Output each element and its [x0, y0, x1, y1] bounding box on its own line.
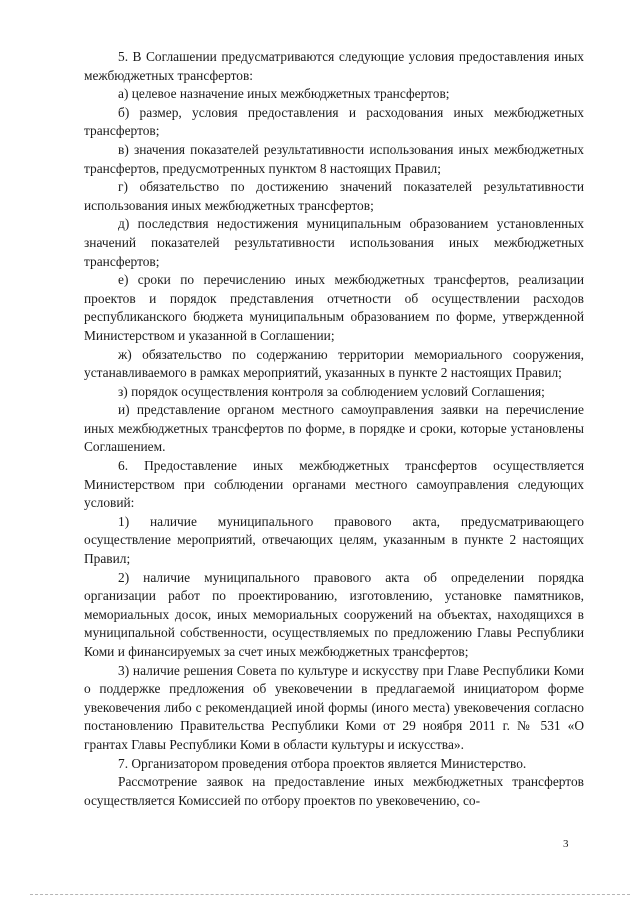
- bottom-rule: [30, 894, 630, 895]
- list-item-v: в) значения показателей результативности использования иных межбюджетных трансфертов, предусмотренных пунктом 8 настоящих Правил;: [84, 141, 584, 176]
- paragraph-review: Рассмотрение заявок на предоставление иных межбюджетных трансфертов осуществляется Комиссией по отбору проектов по увековечению, со-: [84, 774, 584, 808]
- list-item-i: и) представление органом местного самоуправления заявки на перечисление иных межбюджетных трансфертов по форме, в порядке и сроки, которые установлены Соглашением.: [84, 402, 584, 455]
- list-item-z: з) порядок осуществления контроля за соблюдением условий Соглашения;: [118, 383, 545, 399]
- list-item-b: б) размер, условия предоставления и расходования иных межбюджетных трансфертов;: [84, 104, 584, 139]
- condition-2: 2) наличие муниципального правового акта об определении порядка организации работ по проектированию, изготовлению, установке памятников, мемориальных досок, иных мемориальных сооружений на объектах, находящихся в муниципальной собственности, осуществляемых по предложению Главы Республики Коми и финансируемых за счет иных межбюджетных трансфертов;: [84, 569, 584, 659]
- list-item-a: а) целевое назначение иных межбюджетных трансфертов;: [118, 86, 450, 102]
- list-item-zh: ж) обязательство по содержанию территории мемориального сооружения, устанавливаемого в рамках мероприятий, указанных в пункте 2 настоящих Правил;: [84, 346, 584, 381]
- paragraph-6: 6. Предоставление иных межбюджетных трансфертов осуществляется Министерством при соблюдении органами местного самоуправления следующих условий:: [84, 458, 584, 511]
- paragraph-7: 7. Организатором проведения отбора проектов является Министерство.: [118, 755, 527, 771]
- list-item-e: е) сроки по перечислению иных межбюджетных трансфертов, реализации проектов и порядок представления отчетности об осуществлении расходов республиканского бюджета муниципальным образованием по форме, утвержденной Министерством и указанной в Соглашении;: [84, 272, 584, 343]
- page-number: 3: [563, 838, 569, 850]
- condition-3: 3) наличие решения Совета по культуре и искусству при Главе Республики Коми о поддержке предложения об увековечении в предлагаемой инициатором форме увековечения либо с рекомендацией иной формы (иного места) увековечения согласно постановлению Правительства Республики Коми от 29 ноября 2011 г. № 531 «О грантах Главы Республики Коми в области культуры и искусства».: [84, 662, 584, 752]
- paragraph-5: 5. В Соглашении предусматриваются следующие условия предоставления иных межбюджетных трансфертов:: [84, 49, 584, 83]
- document-body: [84, 48, 584, 810]
- condition-1: 1) наличие муниципального правового акта, предусматривающего осуществление мероприятий, отвечающих целям, указанным в пункте 2 настоящих Правил;: [84, 513, 584, 567]
- list-item-g: г) обязательство по достижению значений показателей результативности использования иных межбюджетных трансфертов;: [84, 179, 584, 213]
- list-item-d: д) последствия недостижения муниципальным образованием установленных значений показателей результативности использования иных межбюджетных трансфертов;: [84, 216, 584, 269]
